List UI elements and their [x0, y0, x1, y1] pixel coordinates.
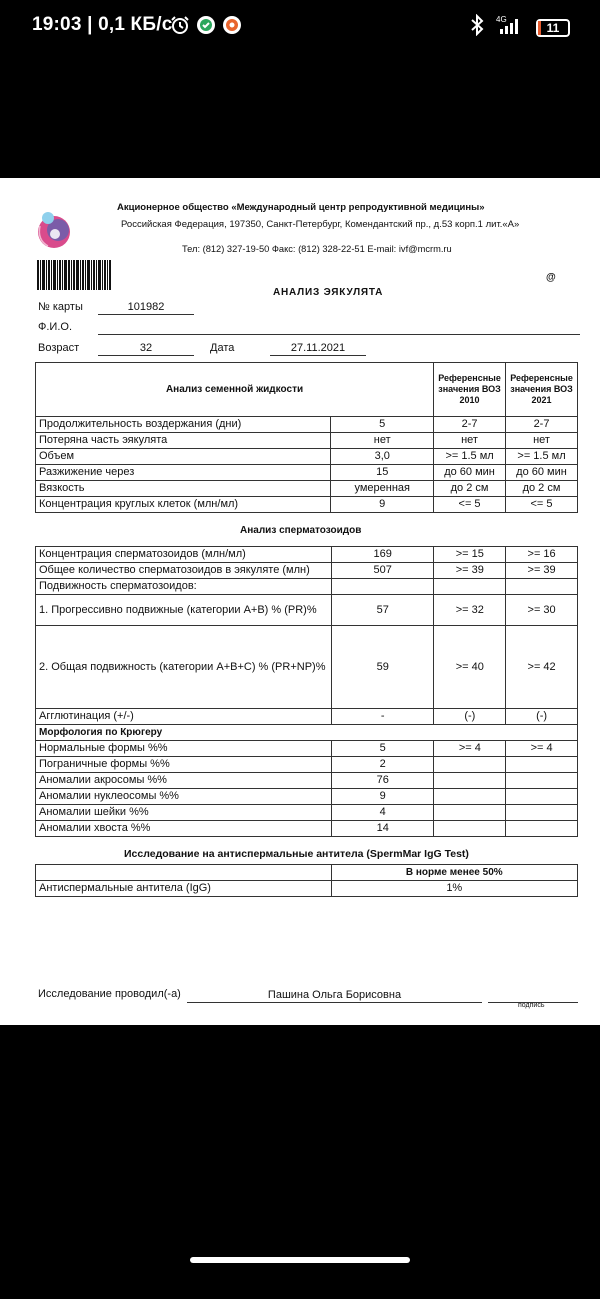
cell-name: Концентрация сперматозоидов (млн/мл): [36, 547, 332, 563]
cell-r2021: нет: [506, 433, 578, 449]
cell-r2021: [506, 821, 578, 837]
sperm-section-title: Анализ сперматозоидов: [240, 525, 362, 536]
org-address: Российская Федерация, 197350, Санкт-Петербург, Комендантский пр., д.53 корп.1 лит.«А»: [121, 219, 520, 230]
home-indicator[interactable]: [190, 1257, 410, 1263]
cell-r2010: до 60 мин: [434, 465, 506, 481]
bluetooth-icon: [470, 14, 484, 41]
alarm-icon: [170, 15, 190, 40]
at-sign: @: [546, 272, 556, 283]
org-title: Акционерное общество «Международный центр репродуктивной медицины»: [117, 202, 485, 213]
cell-value: нет: [331, 433, 434, 449]
cell-value: -: [331, 709, 433, 725]
cell-name: Разжижение через: [36, 465, 331, 481]
cell-value: 57: [331, 595, 433, 626]
cell-r2010: [434, 757, 506, 773]
table-row: [36, 741, 578, 757]
battery-icon: [536, 19, 570, 37]
cell-r2010: >= 32: [434, 595, 506, 626]
age-value: 32: [98, 342, 194, 356]
ref-2010-header: Референсные значения ВОЗ 2010: [434, 363, 506, 417]
barcode-image: [37, 260, 111, 290]
cell-r2010: [434, 579, 506, 595]
status-bar: [0, 0, 600, 56]
shield-app-icon: [196, 15, 216, 40]
cell-r2021: >= 16: [506, 547, 578, 563]
cell-name: Подвижность сперматозоидов:: [36, 579, 332, 595]
table-row: [36, 626, 578, 709]
cell-value: 15: [331, 465, 434, 481]
cell-value: 169: [331, 547, 433, 563]
signature-label: Исследование проводил(-а): [38, 988, 181, 1000]
org-contacts: Тел: (812) 327-19-50 Факс: (812) 328-22-51 E-mail: ivf@mcrm.ru: [182, 244, 452, 254]
cell-r2021: >= 42: [506, 626, 578, 709]
cell-r2021: [506, 789, 578, 805]
cell-value: 9: [331, 497, 434, 513]
signature-name: Пашина Ольга Борисовна: [187, 989, 482, 1003]
cell-name: 2. Общая подвижность (категории A+B+C) % (PR+NP)%: [36, 626, 332, 709]
signature-line: [488, 989, 578, 1003]
cell-name: Потеряна часть эякулята: [36, 433, 331, 449]
cell-value: 5: [331, 417, 434, 433]
cell-value: 5: [331, 741, 433, 757]
cell-value: 4: [331, 805, 433, 821]
table-row: [36, 481, 578, 497]
antibody-title: Исследование на антиспермальные антитела (SpermMar IgG Test): [124, 848, 469, 860]
cell-r2010: до 2 см: [434, 481, 506, 497]
cell-r2021: [506, 757, 578, 773]
cell-name: Агглютинация (+/-): [36, 709, 332, 725]
morphology-header: Морфология по Крюгеру: [36, 725, 578, 741]
document-title: АНАЛИЗ ЭЯКУЛЯТА: [273, 287, 384, 298]
antibody-table: [35, 864, 578, 897]
date-value: 27.11.2021: [270, 342, 366, 356]
age-label: Возраст: [38, 342, 80, 354]
cell-r2021: <= 5: [506, 497, 578, 513]
document-page: [0, 178, 600, 1025]
cell-name: Пограничные формы %%: [36, 757, 332, 773]
table-row: [36, 821, 578, 837]
cell-r2010: >= 15: [434, 547, 506, 563]
card-value: 101982: [98, 301, 194, 315]
table-row: [36, 433, 578, 449]
table-row: [36, 805, 578, 821]
battery-fill: [538, 21, 541, 35]
cell-r2010: <= 5: [434, 497, 506, 513]
date-label: Дата: [210, 342, 235, 354]
table-row: [36, 417, 578, 433]
cell-r2010: (-): [434, 709, 506, 725]
cell-value: 507: [331, 563, 433, 579]
table-row: [36, 789, 578, 805]
clinic-logo-icon: [34, 204, 74, 250]
antibody-row-value: 1%: [331, 881, 577, 897]
table-row: [36, 579, 578, 595]
table-row: [36, 497, 578, 513]
cell-value: 14: [331, 821, 433, 837]
cell-r2021: до 2 см: [506, 481, 578, 497]
cell-r2021: >= 4: [506, 741, 578, 757]
name-label: Ф.И.О.: [38, 321, 72, 333]
cell-name: Аномалии нуклеосомы %%: [36, 789, 332, 805]
cell-r2021: [506, 579, 578, 595]
cell-r2010: >= 39: [434, 563, 506, 579]
cell-name: Аномалии акросомы %%: [36, 773, 332, 789]
seminal-fluid-table: [35, 362, 578, 513]
cell-value: умеренная: [331, 481, 434, 497]
cell-r2010: 2-7: [434, 417, 506, 433]
cell-r2010: [434, 805, 506, 821]
table-row: [36, 773, 578, 789]
table-row: [36, 465, 578, 481]
cell-r2010: [434, 789, 506, 805]
cell-name: Аномалии шейки %%: [36, 805, 332, 821]
cell-value: 3,0: [331, 449, 434, 465]
table-row: [36, 547, 578, 563]
cell-r2021: [506, 773, 578, 789]
table-row: [36, 595, 578, 626]
cell-r2010: [434, 821, 506, 837]
cell-r2021: (-): [506, 709, 578, 725]
ref-2021-header: Референсные значения ВОЗ 2021: [506, 363, 578, 417]
battery-level: 11: [546, 20, 560, 35]
cell-r2021: [506, 805, 578, 821]
cell-value: 76: [331, 773, 433, 789]
sperm-table: [35, 546, 578, 837]
cell-r2010: нет: [434, 433, 506, 449]
cell-value: [331, 579, 433, 595]
cell-r2021: >= 39: [506, 563, 578, 579]
table-row: [36, 757, 578, 773]
cell-name: Вязкость: [36, 481, 331, 497]
antibody-row-name: Антиспермальные антитела (IgG): [36, 881, 332, 897]
status-time: 19:03 | 0,1 КБ/с: [32, 14, 173, 35]
cell-r2010: >= 4: [434, 741, 506, 757]
table-row: [36, 449, 578, 465]
table-row: [36, 563, 578, 579]
cell-name: Аномалии хвоста %%: [36, 821, 332, 837]
signature-sub: подпись: [518, 1002, 545, 1009]
cell-name: Продолжительность воздержания (дни): [36, 417, 331, 433]
cell-r2021: до 60 мин: [506, 465, 578, 481]
cell-name: 1. Прогрессивно подвижные (категории A+B) % (PR)%: [36, 595, 332, 626]
cell-r2021: >= 30: [506, 595, 578, 626]
cell-value: 9: [331, 789, 433, 805]
antibody-empty-cell: [36, 865, 332, 881]
cell-name: Объем: [36, 449, 331, 465]
signal-icon: [492, 14, 528, 41]
name-field-redacted: [98, 321, 580, 335]
cell-name: Нормальные формы %%: [36, 741, 332, 757]
card-label: № карты: [38, 301, 83, 313]
cell-r2010: >= 40: [434, 626, 506, 709]
cell-r2010: [434, 773, 506, 789]
cell-value: 2: [331, 757, 433, 773]
cell-r2010: >= 1.5 мл: [434, 449, 506, 465]
antibody-norm: В норме менее 50%: [331, 865, 577, 881]
orange-app-icon: [222, 15, 242, 40]
table-row: [36, 709, 578, 725]
cell-name: Общее количество сперматозоидов в эякуляте (млн): [36, 563, 332, 579]
cell-name: Концентрация круглых клеток (млн/мл): [36, 497, 331, 513]
cell-r2021: 2-7: [506, 417, 578, 433]
cell-value: 59: [331, 626, 433, 709]
network-type-label: 4G: [496, 15, 507, 24]
cell-r2021: >= 1.5 мл: [506, 449, 578, 465]
fluid-table-header: Анализ семенной жидкости: [36, 363, 434, 417]
